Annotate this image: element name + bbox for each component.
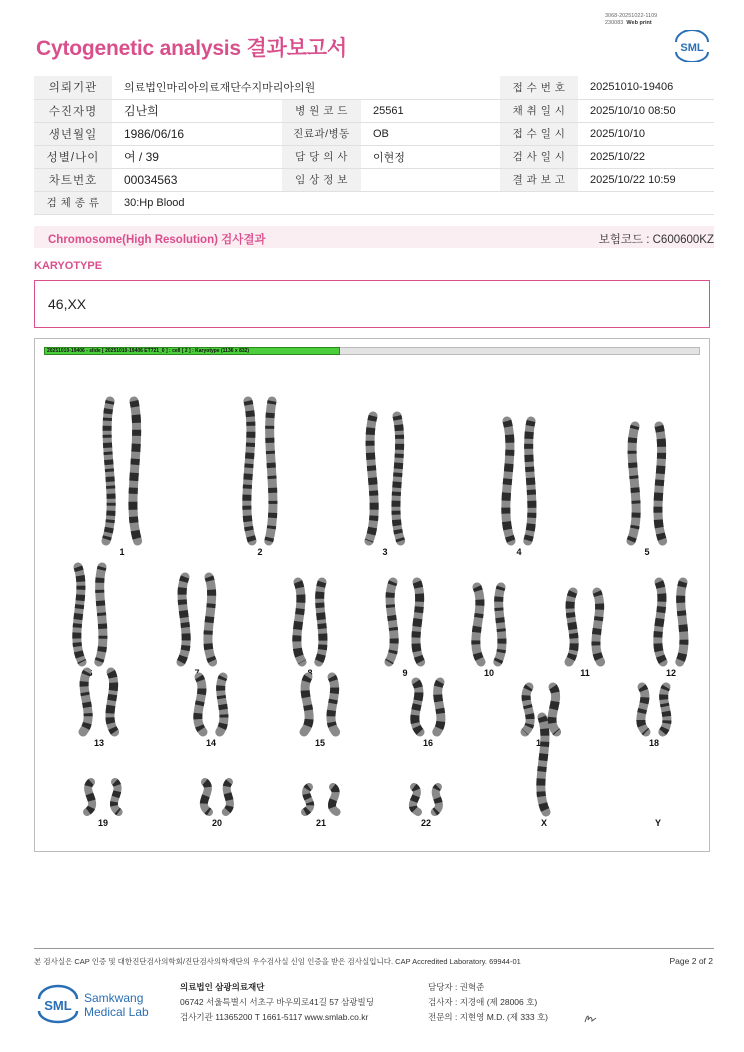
table-row: [34, 145, 714, 168]
chromosome-pair-22: [413, 787, 439, 828]
chromosome-pair-1: [106, 401, 138, 557]
chromosome-label: 16: [422, 738, 434, 748]
label-report-time: 결 과 보 고: [500, 168, 578, 191]
document-id-line2: [605, 20, 657, 27]
chromosome-pair-11: [569, 592, 601, 678]
chromosome-pair-18: [641, 687, 667, 748]
footer-address: 06742 서울특별시 서초구 바우뫼로41길 57 삼광빌딩: [180, 997, 374, 1007]
label-accession-no: 접 수 번 호: [500, 76, 578, 99]
value-hospital-code: 25561: [361, 99, 500, 122]
table-row: [34, 191, 714, 214]
logo-text: SML: [680, 42, 704, 54]
chromosome-label: Y: [654, 818, 662, 828]
label-hospital-code: 병 원 코 드: [282, 99, 361, 122]
label-birth-date: 생년월일: [34, 122, 112, 145]
label-test-date: 검 사 일 시: [500, 145, 578, 168]
label-receipt-date: 접 수 일 시: [500, 122, 578, 145]
karyogram-image: [36, 358, 708, 850]
table-row: [34, 76, 714, 99]
chromosome-label: 20: [211, 818, 223, 828]
chromosome-pair-19: [87, 782, 119, 828]
label-department: 진료과/병동: [282, 122, 361, 145]
value-patient-name: 김난희: [112, 99, 282, 122]
table-row: [34, 122, 714, 145]
chromosome-pair-12: [658, 582, 684, 678]
label-specimen-type: 검 체 종 류: [34, 191, 112, 214]
chromosome-label: 18: [648, 738, 660, 748]
value-requester: 의료법인마리아의료재단수지마리아의원: [112, 76, 500, 99]
chromosome-label: 13: [93, 738, 105, 748]
document-id: [605, 13, 657, 27]
label-sex-age: 성별/나이: [34, 145, 112, 168]
chromosome-pair-y: [655, 818, 661, 828]
karyotype-label: KARYOTYPE: [34, 260, 103, 272]
chromosome-label: 9: [402, 668, 408, 678]
web-print-label: Web print: [626, 20, 652, 26]
chromosome-label: 2: [257, 547, 263, 557]
value-specimen-type: 30:Hp Blood: [112, 191, 714, 214]
footer-contact: 검사기관 11365200 T 1661-5117 www.smlab.co.kr: [180, 1012, 369, 1022]
label-requester: 의뢰기관: [34, 76, 112, 99]
footer-logo-short: SML: [44, 998, 72, 1013]
label-physician: 담 당 의 사: [282, 145, 361, 168]
value-sex-age: 여 / 39: [112, 145, 282, 168]
chromosome-label: 8: [307, 668, 313, 678]
chromosome-label: 12: [665, 668, 677, 678]
chromosome-label: 7: [194, 668, 200, 678]
value-receipt-date: 2025/10/10: [578, 122, 714, 145]
chromosome-label: 4: [516, 547, 522, 557]
image-caption-bar-fill: [340, 347, 700, 355]
value-collection-time: 2025/10/10 08:50: [578, 99, 714, 122]
sml-logo-icon: [670, 30, 714, 62]
chromosome-pair-5: [631, 426, 663, 557]
chromosome-pair-9: [389, 582, 421, 678]
chromosome-label: X: [540, 818, 548, 828]
karyotype-result-box: [34, 280, 710, 328]
footer-organization: 의료법인 삼광의료재단: [180, 982, 265, 992]
chromosome-pair-15: [304, 677, 336, 748]
chromosome-pair-21: [305, 787, 337, 828]
chromosome-label: 11: [580, 668, 590, 678]
chromosome-pair-6: [77, 567, 103, 678]
chromosome-label: 22: [420, 818, 432, 828]
value-clinical-info: [361, 168, 500, 191]
page-number: Page 2 of 2: [669, 956, 713, 966]
chromosome-pair-x: [541, 717, 547, 828]
chromosome-pair-20: [204, 782, 230, 828]
chromosome-pair-13: [83, 672, 115, 748]
chromosome-label: 19: [97, 818, 109, 828]
value-accession-no: 20251010-19406: [578, 76, 714, 99]
value-chart-no: 00034563: [112, 168, 282, 191]
footer-logo-line2: Medical Lab: [84, 1005, 149, 1019]
chromosome-label: 1: [119, 547, 125, 557]
label-clinical-info: 임 상 정 보: [282, 168, 361, 191]
document-id-line1: 3068-20251022-1109: [605, 13, 658, 19]
staff-tester: 검사자 : 지경애 (제 28006 호): [428, 997, 538, 1007]
patient-info-table: [34, 76, 714, 215]
chromosome-label: 3: [382, 547, 388, 557]
chromosome-label: 10: [483, 668, 495, 678]
chromosome-pair-16: [415, 682, 441, 748]
chromosome-label: 6: [87, 668, 93, 678]
section-title: Chromosome(High Resolution) 검사결과: [48, 234, 266, 246]
report-title: Cytogenetic analysis 결과보고서: [36, 37, 347, 60]
doc-code: 230083: [605, 20, 624, 26]
table-row: [34, 168, 714, 191]
karyotype-result: 46,XX: [48, 296, 87, 312]
chromosome-label: 5: [644, 547, 650, 557]
staff-specialist: 전문의 : 지현영 M.D. (제 333 호): [428, 1012, 549, 1022]
label-patient-name: 수진자명: [34, 99, 112, 122]
chromosome-label: 15: [314, 738, 326, 748]
chromosome-label: 21: [315, 818, 327, 828]
chromosome-pair-8: [297, 582, 323, 678]
footer-divider: [34, 948, 714, 949]
image-caption-bar: 20251010-19406 - slide [ 20251010-19406 ET721_0 ] : cell [ 2 ] : Karyotype (1136 x 832): [44, 347, 340, 355]
accreditation-note: 본 검사실은 CAP 인증 및 대한진단검사의학회/진단검사의학재단의 우수검사실 신임 인증을 받은 검사실입니다. CAP Accredited Laboratory. 69944-01: [34, 957, 521, 966]
table-row: [34, 99, 714, 122]
staff-manager: 담당자 : 권혁준: [428, 982, 485, 992]
chromosome-label: 14: [205, 738, 217, 748]
chromosome-pair-4: [506, 421, 532, 557]
signature-icon: [583, 1011, 599, 1025]
value-department: OB: [361, 122, 500, 145]
value-physician: 이현정: [361, 145, 500, 168]
value-test-date: 2025/10/22: [578, 145, 714, 168]
value-report-time: 2025/10/22 10:59: [578, 168, 714, 191]
label-collection-time: 채 취 일 시: [500, 99, 578, 122]
chromosome-pair-7: [181, 577, 213, 678]
insurance-code: 보험코드 : C600600KZ: [598, 234, 714, 246]
chromosome-label: 17: [535, 738, 547, 748]
footer-logo-line1: Samkwang: [84, 991, 144, 1005]
chromosome-pair-2: [247, 401, 273, 557]
chromosome-pair-14: [198, 677, 224, 748]
value-birth-date: 1986/06/16: [112, 122, 282, 145]
chromosome-pair-10: [476, 587, 502, 678]
chromosome-pair-3: [369, 416, 401, 557]
samkwang-logo-icon: [36, 982, 156, 1026]
label-chart-no: 차트번호: [34, 168, 112, 191]
